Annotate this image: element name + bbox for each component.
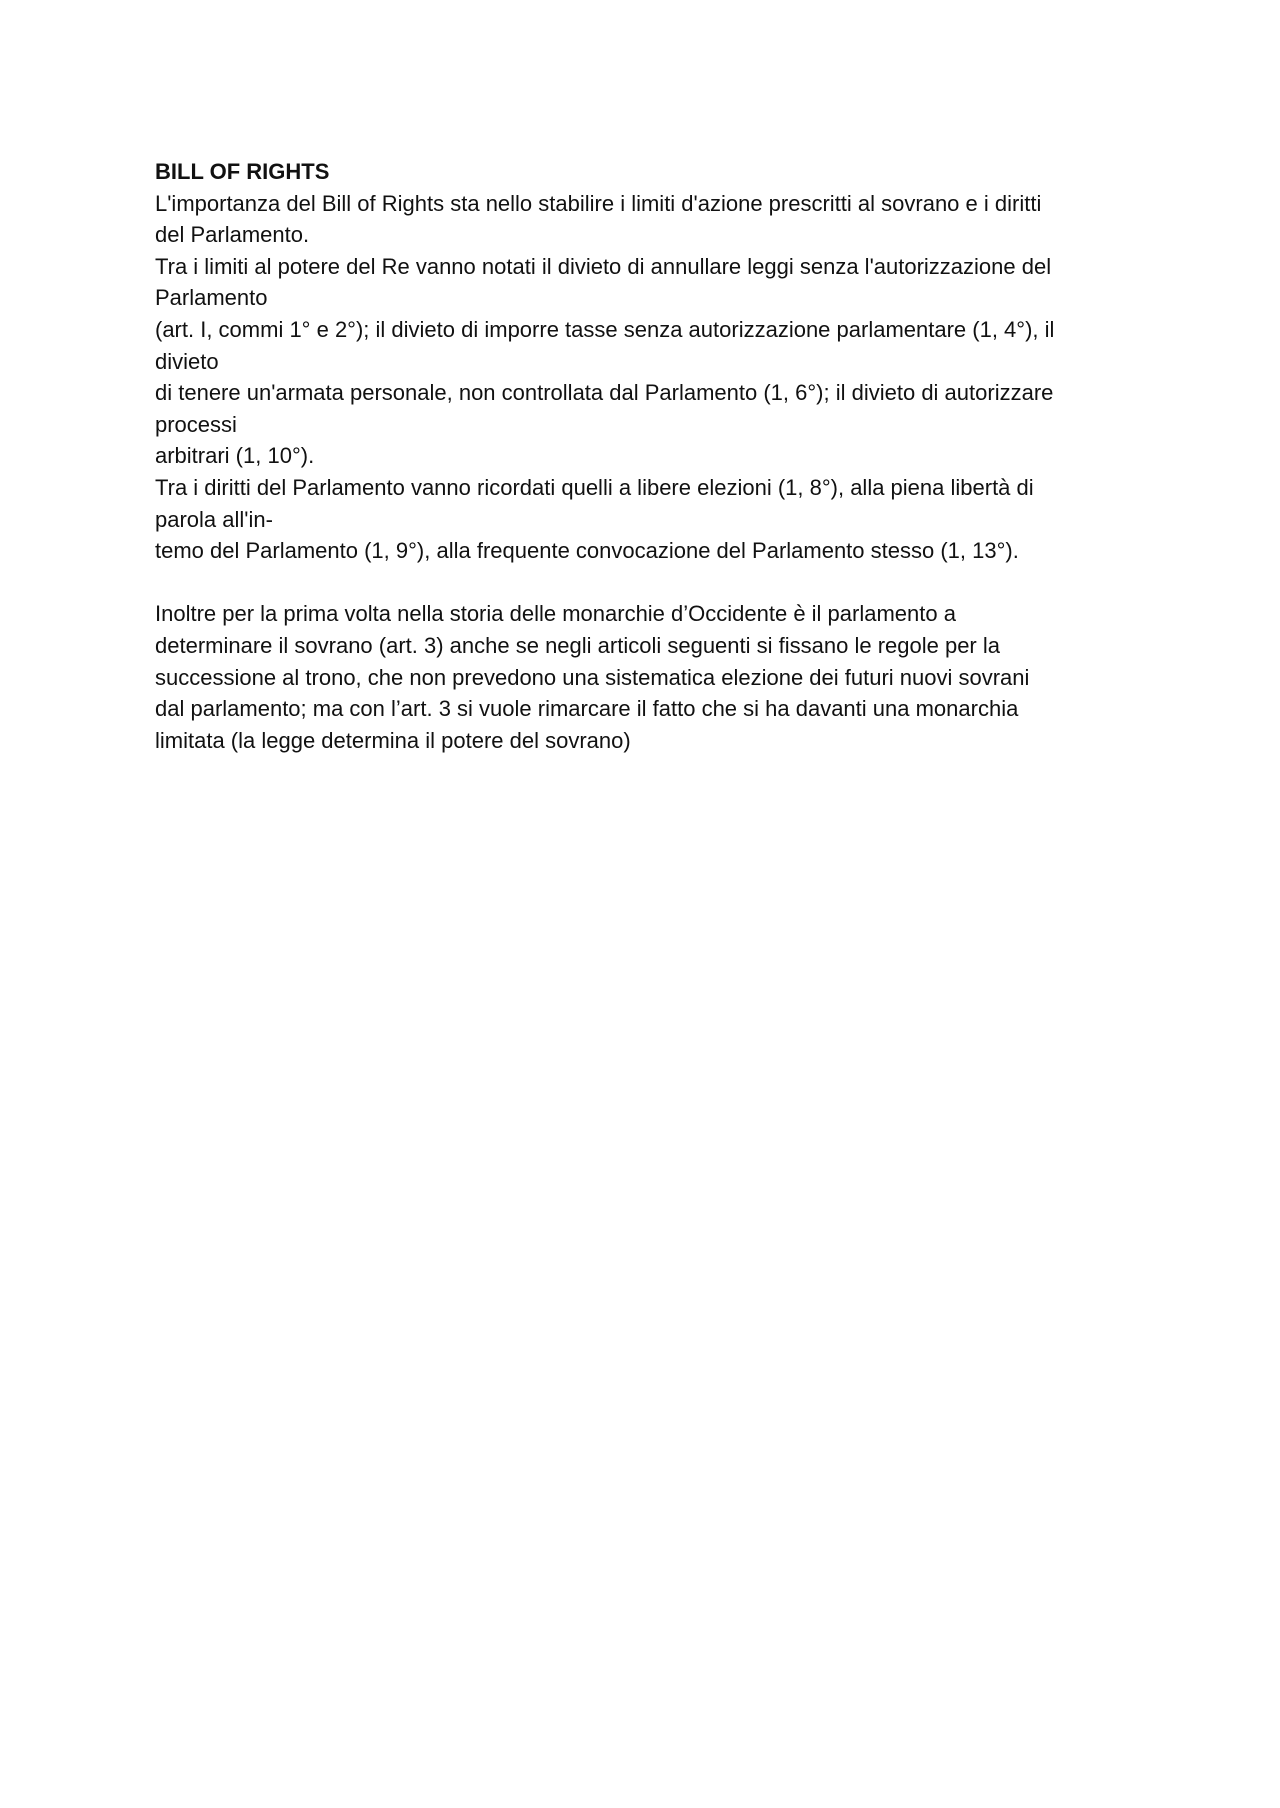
text-line: Tra i limiti al potere del Re vanno notati il divieto di annullare leggi senza l'autorizzazione del (155, 253, 1052, 279)
paragraph-2 (155, 598, 1155, 756)
text-line: del Parlamento. (155, 222, 310, 248)
text-line: processi (155, 411, 237, 437)
text-line: successione al trono, che non prevedono una sistematica elezione dei futuri nuovi sovrani (155, 664, 1030, 690)
text-line: dal parlamento; ma con l’art. 3 si vuole rimarcare il fatto che si ha davanti una monarchia (155, 696, 1019, 722)
text-line: Parlamento (155, 285, 268, 311)
text-line: temo del Parlamento (1, 9°), alla frequente convocazione del Parlamento stesso (1, 13°). (155, 538, 1019, 564)
text-line: (art. I, commi 1° e 2°); il divieto di imporre tasse senza autorizzazione parlamentare (1, 4°), il (155, 316, 1055, 342)
text-line: divieto (155, 348, 219, 374)
text-line: Tra i diritti del Parlamento vanno ricordati quelli a libere elezioni (1, 8°), alla piena libertà di (155, 474, 1034, 500)
text-line: Inoltre per la prima volta nella storia delle monarchie d’Occidente è il parlamento a (155, 601, 956, 627)
text-line: determinare il sovrano (art. 3) anche se negli articoli seguenti si fissano le regole per la (155, 632, 1000, 658)
text-line: L'importanza del Bill of Rights sta nello stabilire i limiti d'azione prescritti al sovrano e i diritti (155, 190, 1042, 216)
document-body (155, 156, 1155, 756)
paragraph-spacer (155, 567, 1155, 599)
text-line: arbitrari (1, 10°). (155, 443, 315, 469)
document-title: BILL OF RIGHTS (155, 159, 330, 184)
text-line: parola all'in- (155, 506, 273, 532)
paragraph-1 (155, 188, 1155, 567)
text-line: di tenere un'armata personale, non controllata dal Parlamento (1, 6°); il divieto di autorizzare (155, 380, 1054, 406)
text-line: limitata (la legge determina il potere del sovrano) (155, 727, 631, 753)
